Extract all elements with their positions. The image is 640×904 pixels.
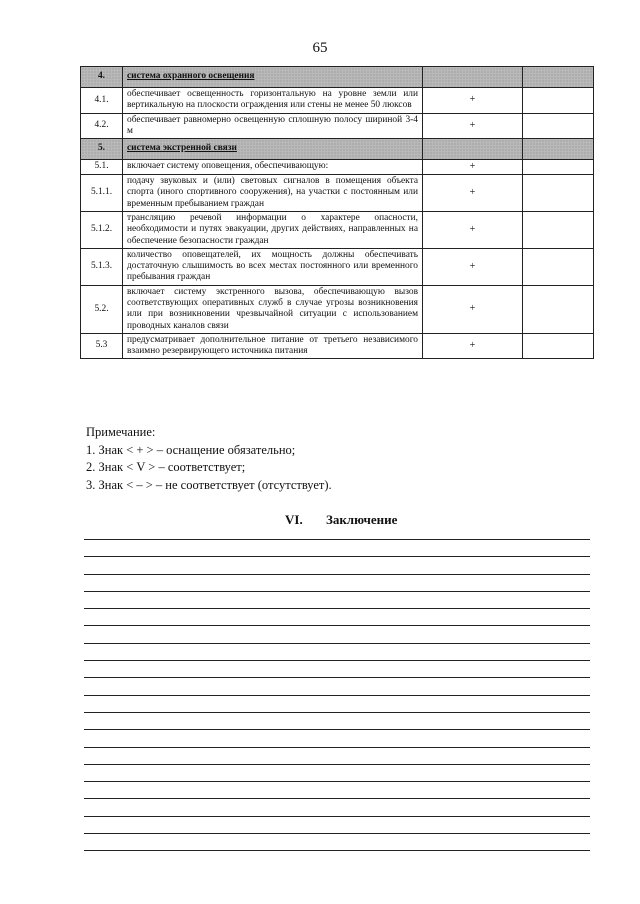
conclusion-section-number: VI. (285, 512, 303, 527)
row-mark: + (423, 88, 523, 114)
row-number: 5.1. (81, 160, 123, 175)
blank-writing-line (84, 608, 590, 609)
row-number: 5.3 (81, 333, 123, 359)
blank-writing-line (84, 591, 590, 592)
note-item: 1. Знак < + > – оснащение обязательно; (86, 442, 296, 457)
row-extra-cell (523, 160, 594, 175)
row-number: 4. (81, 67, 123, 88)
row-number: 5.1.2. (81, 211, 123, 248)
row-extra-cell (523, 88, 594, 114)
row-description: количество оповещателей, их мощность должны обеспечивать достаточную слышимость во всех местах постоянного или временного пребывания граждан (123, 248, 423, 285)
table-row (81, 248, 594, 285)
blank-writing-line (84, 677, 590, 678)
blank-writing-line (84, 816, 590, 817)
row-mark: + (423, 175, 523, 212)
row-description: трансляцию речевой информации о характере опасности, необходимости и путях эвакуации, других действиях, направленных на обеспечение безопасности граждан (123, 211, 423, 248)
row-number: 5.2. (81, 285, 123, 333)
page-number: 65 (312, 40, 328, 56)
row-number: 4.1. (81, 88, 123, 114)
row-mark: + (423, 211, 523, 248)
row-extra-cell (523, 285, 594, 333)
row-number: 5.1.1. (81, 175, 123, 212)
checklist-body (81, 67, 594, 359)
blank-writing-line (84, 747, 590, 748)
row-description: система экстренной связи (123, 139, 423, 160)
blank-writing-line (84, 695, 590, 696)
row-extra-cell (523, 248, 594, 285)
conclusion-blank-lines (84, 539, 590, 868)
table-row (81, 211, 594, 248)
row-extra-cell (523, 67, 594, 88)
blank-writing-line (84, 833, 590, 834)
table-section-row (81, 139, 594, 160)
table-row (81, 113, 594, 139)
table-row (81, 160, 594, 175)
row-extra-cell (523, 175, 594, 212)
row-mark: + (423, 160, 523, 175)
blank-writing-line (84, 850, 590, 851)
notes-title: Примечание: (86, 425, 156, 439)
row-description: обеспечивает равномерно освещенную сплошную полосу шириной 3-4 м (123, 113, 423, 139)
row-description: система охранного освещения (123, 67, 423, 88)
row-extra-cell (523, 211, 594, 248)
table-row (81, 175, 594, 212)
row-mark: + (423, 333, 523, 359)
blank-writing-line (84, 625, 590, 626)
row-mark: + (423, 285, 523, 333)
row-description: предусматривает дополнительное питание от третьего независимого взаимно резервирующего источника питания (123, 333, 423, 359)
blank-writing-line (84, 574, 590, 575)
row-mark: + (423, 248, 523, 285)
table-section-row (81, 67, 594, 88)
table-row (81, 285, 594, 333)
blank-writing-line (84, 539, 590, 540)
row-description: включает систему оповещения, обеспечивающую: (123, 160, 423, 175)
blank-writing-line (84, 729, 590, 730)
row-mark: + (423, 113, 523, 139)
blank-writing-line (84, 781, 590, 782)
row-mark (423, 139, 523, 160)
blank-writing-line (84, 660, 590, 661)
row-description: обеспечивает освещенность горизонтальную на уровне земли или вертикальную на плоскости ограждения или стены не менее 50 люксов (123, 88, 423, 114)
blank-writing-line (84, 556, 590, 557)
row-extra-cell (523, 139, 594, 160)
checklist-table (80, 66, 594, 359)
row-extra-cell (523, 333, 594, 359)
table-row (81, 333, 594, 359)
blank-writing-line (84, 643, 590, 644)
blank-writing-line (84, 764, 590, 765)
row-number: 5. (81, 139, 123, 160)
row-number: 5.1.3. (81, 248, 123, 285)
notes-block (86, 424, 332, 494)
row-description: включает систему экстренного вызова, обеспечивающую вызов соответствующих оперативных служб в случае угрозы возникновения или при возникновении чрезвычайной ситуации с использованием проводных каналов связи (123, 285, 423, 333)
table-row (81, 88, 594, 114)
row-extra-cell (523, 113, 594, 139)
row-number: 4.2. (81, 113, 123, 139)
row-mark (423, 67, 523, 88)
note-item: 2. Знак < V > – соответствует; (86, 460, 246, 474)
row-description: подачу звуковых и (или) световых сигналов в помещения объекта спорта (иного спортивного сооружения), на участки с постоянным или временным пребыванием граждан (123, 175, 423, 212)
note-item: 3. Знак < – > – не соответствует (отсутствует). (86, 477, 332, 492)
conclusion-heading (285, 512, 397, 528)
blank-writing-line (84, 798, 590, 799)
blank-writing-line (84, 712, 590, 713)
conclusion-title: Заключение (325, 512, 398, 527)
